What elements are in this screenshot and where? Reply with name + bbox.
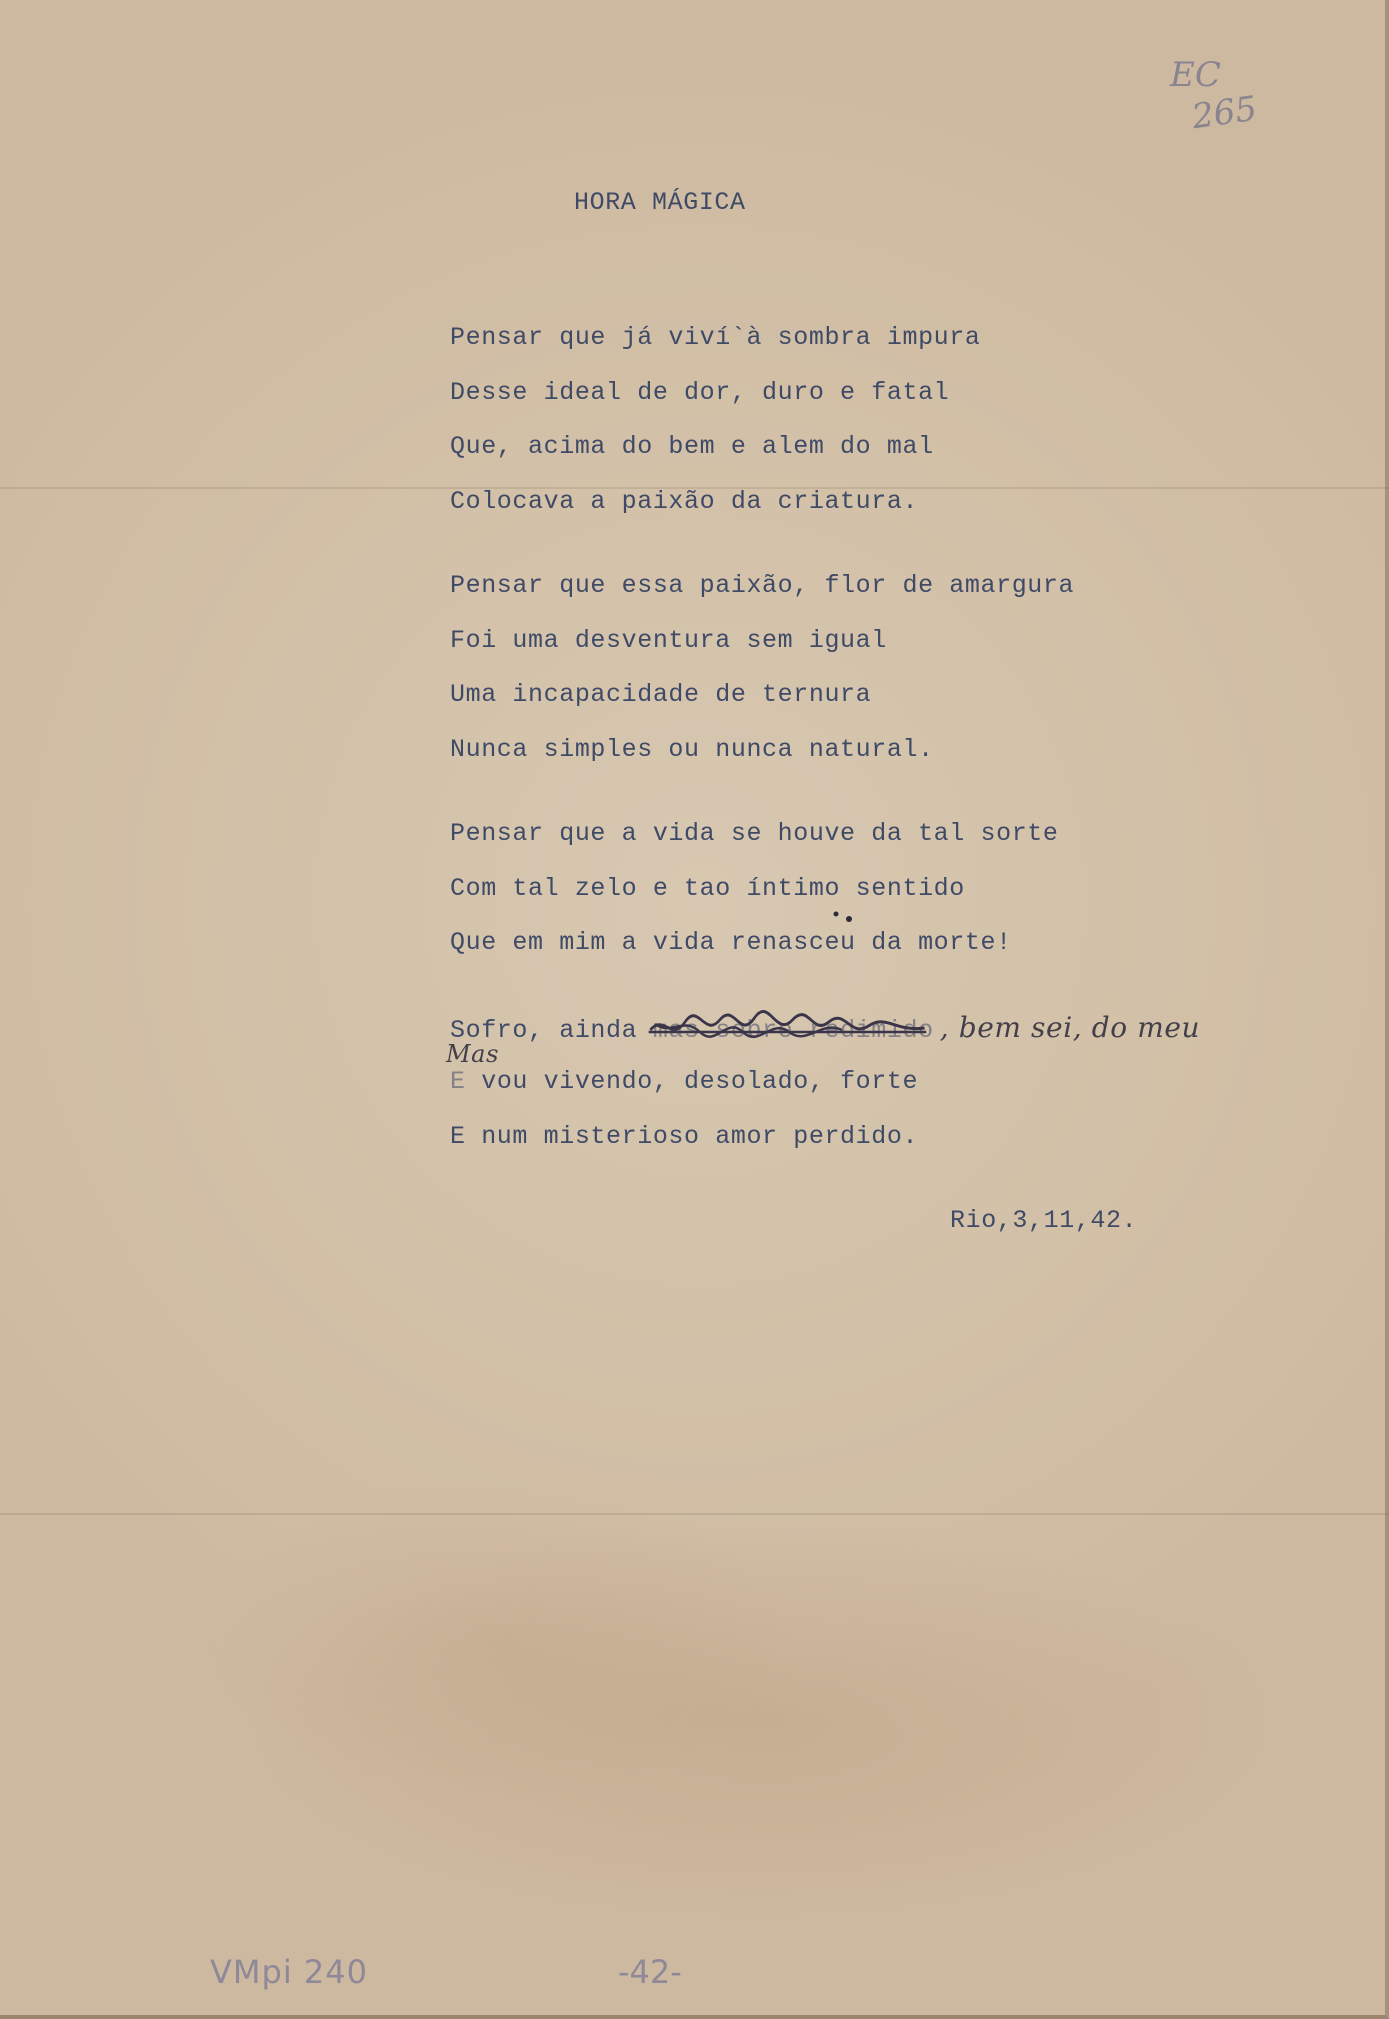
poem-line: Que, acima do bem e alem do mal xyxy=(450,432,934,461)
stanza-1 xyxy=(450,323,1200,541)
poem-line: Uma incapacidade de ternura xyxy=(450,680,872,709)
typed-text: vou vivendo, desolado, forte xyxy=(465,1067,919,1096)
poem-line: Que em mim a vida renasceu da morte! xyxy=(450,928,1012,957)
stanza-4 xyxy=(446,1010,1201,1177)
ink-dots xyxy=(830,910,860,926)
handwritten-insertion: Mas xyxy=(446,1040,499,1068)
archive-number: 265 xyxy=(1189,88,1260,138)
poem-line: E num misterioso amor perdido. xyxy=(450,1121,919,1151)
poem-line: Nunca simples ou nunca natural. xyxy=(450,734,934,764)
poem-body xyxy=(446,323,1201,1176)
poem-line: Pensar que essa paixão, flor de amargura xyxy=(450,571,1075,600)
poem-line: Pensar que a vida se houve da tal sorte xyxy=(450,819,1059,848)
struck-out-letter: E xyxy=(450,1067,466,1096)
handwritten-insertion: , bem sei, do meu xyxy=(939,1010,1201,1044)
poem-line: Com tal zelo e tao íntimo sentido xyxy=(450,873,965,903)
strikethrough-scribble xyxy=(647,1008,928,1048)
poem-line: Desse ideal de dor, duro e fatal xyxy=(450,377,950,407)
typed-text: Sofro, ainda xyxy=(450,1015,653,1045)
poem-line-revised xyxy=(446,1040,1200,1122)
archive-annotation xyxy=(1170,55,1290,155)
poem-line-revised xyxy=(450,1010,1201,1068)
archive-reference: VMpi 240 xyxy=(210,1953,368,1991)
poem-line: Pensar que já viví`à sombra impura xyxy=(450,323,981,352)
paper-fold xyxy=(0,1513,1389,1515)
stanza-2 xyxy=(450,571,1200,789)
archive-code: EC xyxy=(1170,55,1221,95)
poem-line: Foi uma desventura sem igual xyxy=(450,625,887,655)
poem-line: Colocava a paixão da criatura. xyxy=(450,486,919,516)
poem-date: Rio,3,11,42. xyxy=(950,1206,1138,1235)
page-number: -42- xyxy=(618,1953,682,1991)
stanza-3 xyxy=(450,819,1200,983)
poem-title: HORA MÁGICA xyxy=(574,188,746,217)
struck-out-text: mas sobre redimido xyxy=(653,1016,934,1046)
